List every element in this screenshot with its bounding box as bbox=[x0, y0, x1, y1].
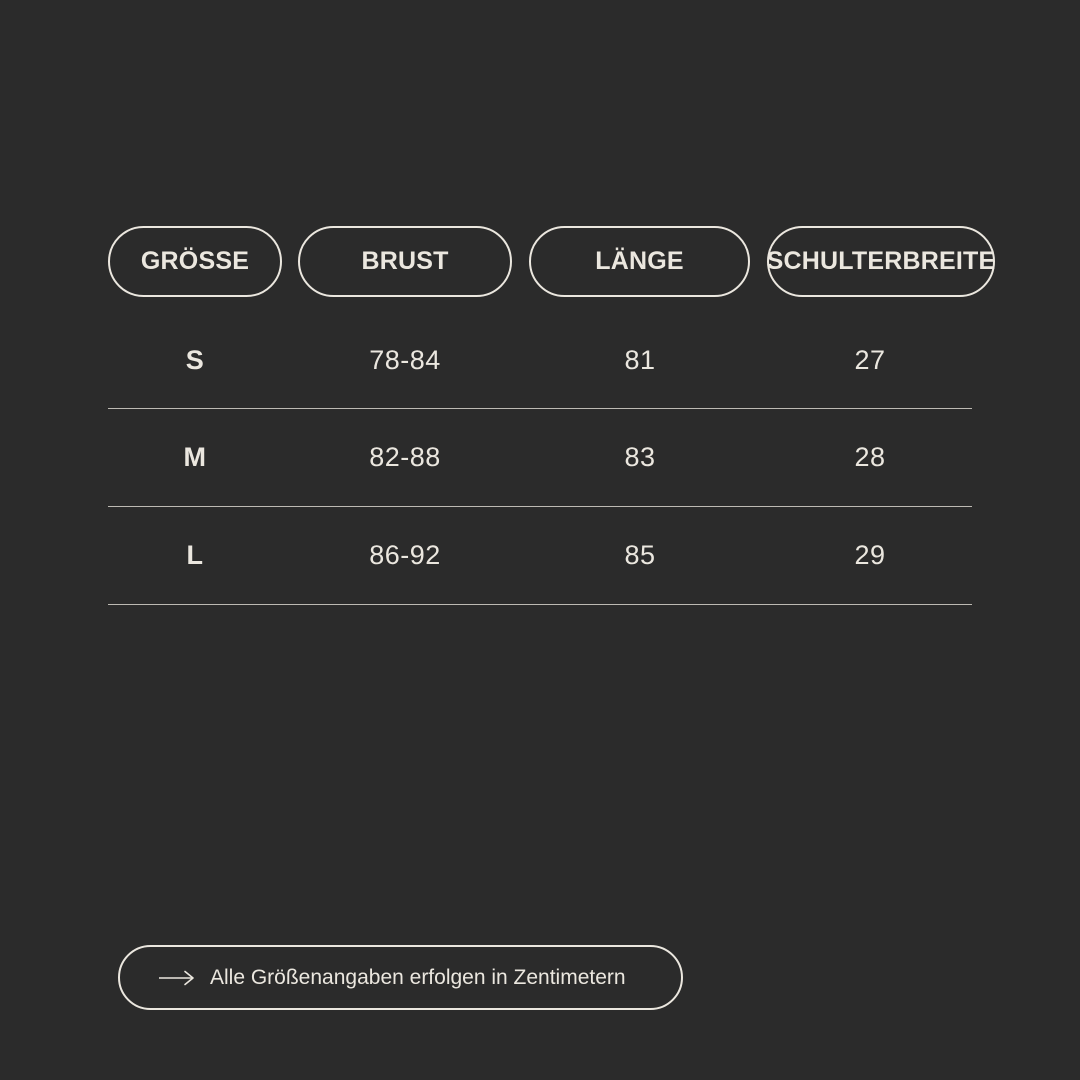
row-laenge-cell: 85 bbox=[624, 540, 656, 570]
unit-note bbox=[118, 945, 683, 1010]
row-size-cell: S bbox=[185, 345, 205, 375]
row-divider bbox=[108, 408, 972, 409]
header-groesse bbox=[108, 226, 282, 297]
row-schulterbreite-cell: 29 bbox=[854, 540, 886, 570]
row-brust-cell: 82-88 bbox=[369, 442, 441, 472]
row-schulterbreite-cell: 28 bbox=[854, 442, 886, 472]
row-size-cell: M bbox=[183, 442, 207, 472]
row-laenge-cell: 81 bbox=[624, 345, 656, 375]
row-laenge-cell: 83 bbox=[624, 442, 656, 472]
row-schulterbreite-cell: 27 bbox=[854, 345, 886, 375]
row-divider bbox=[108, 506, 972, 507]
header-brust-label: BRUST bbox=[361, 247, 449, 275]
row-size-cell: L bbox=[186, 540, 204, 570]
arrow-right-icon bbox=[158, 970, 196, 986]
header-laenge-label: LÄNGE bbox=[595, 247, 684, 275]
header-groesse-label: GRÖSSE bbox=[140, 247, 250, 275]
unit-note-text: Alle Größenangaben erfolgen in Zentimetern bbox=[210, 965, 626, 989]
header-schulterbreite-label: SCHULTERBREITE bbox=[766, 247, 996, 275]
header-brust bbox=[298, 226, 512, 297]
row-brust-cell: 86-92 bbox=[369, 540, 441, 570]
row-brust-cell: 78-84 bbox=[369, 345, 441, 375]
header-laenge bbox=[529, 226, 750, 297]
row-divider bbox=[108, 604, 972, 605]
header-schulterbreite bbox=[767, 226, 995, 297]
